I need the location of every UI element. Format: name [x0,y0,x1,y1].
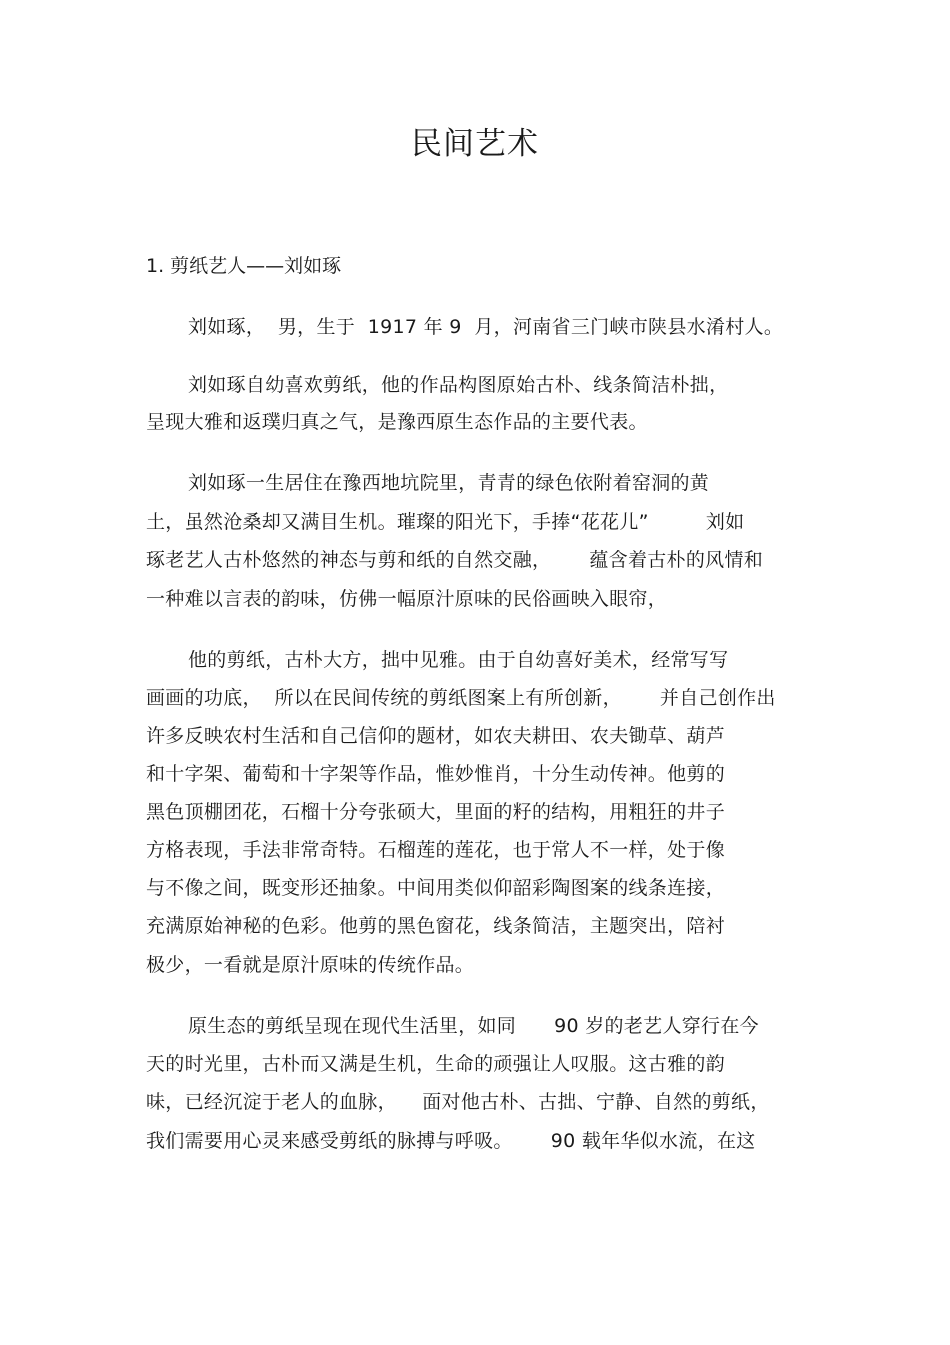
paragraph-line: 他的剪纸，古朴大方，拙中见雅。由于自幼喜好美术，经常写写 [188,649,729,671]
paragraph-line: 呈现大雅和返璞归真之气，是豫西原生态作品的主要代表。 [146,411,648,433]
paragraph-line: 刘如琢， 男，生于 1917 年 9 月，河南省三门峡市陕县水淆村人。 [188,316,784,338]
paragraph-line: 味，已经沉淀于老人的血脉， 面对他古朴、古拙、宁静、自然的剪纸， [146,1091,770,1113]
paragraph-line: 充满原始神秘的色彩。他剪的黑色窗花，线条简洁，主题突出，陪衬 [146,915,726,937]
paragraph-line: 与不像之间，既变形还抽象。中间用类似仰韶彩陶图案的线条连接， [146,877,726,899]
paragraph-line: 许多反映农村生活和自己信仰的题材，如农夫耕田、农夫锄草、葫芦 [146,725,726,747]
paragraph-line: 我们需要用心灵来感受剪纸的脉搏与呼吸。 90 载年华似水流，在这 [146,1130,756,1152]
paragraph-line: 黑色顶棚团花，石榴十分夸张硕大，里面的籽的结构，用粗狂的井子 [146,801,726,823]
paragraph-line: 刘如琢自幼喜欢剪纸，他的作品构图原始古朴、线条简洁朴拙， [188,374,729,396]
paragraph-line: 极少，一看就是原汁原味的传统作品。 [146,954,475,976]
paragraph-line: 土，虽然沧桑却又满目生机。璀璨的阳光下，手捧“花花儿” 刘如 [146,511,745,533]
paragraph-line: 画画的功底， 所以在民间传统的剪纸图案上有所创新， 并自己创作出 [146,687,776,709]
paragraph-line: 琢老艺人古朴悠然的神态与剪和纸的自然交融， 蕴含着古朴的风情和 [146,549,764,571]
section-heading: 1. 剪纸艺人——刘如琢 [146,255,342,277]
paragraph-line: 一种难以言表的韵味，仿佛一幅原汁原味的民俗画映入眼帘， [146,588,668,610]
paragraph-line: 原生态的剪纸呈现在现代生活里，如同 90 岁的老艺人穿行在今 [188,1015,759,1037]
paragraph-line: 天的时光里，古朴而又满是生机，生命的顽强让人叹服。这古雅的韵 [146,1053,726,1075]
paragraph-line: 方格表现，手法非常奇特。石榴莲的莲花，也于常人不一样，处于像 [146,839,726,861]
paragraph-line: 和十字架、葡萄和十字架等作品，惟妙惟肖，十分生动传神。他剪的 [146,763,726,785]
paragraph-line: 刘如琢一生居住在豫西地坑院里，青青的绿色依附着窑洞的黄 [188,472,710,494]
page-title: 民间艺术 [411,126,539,162]
